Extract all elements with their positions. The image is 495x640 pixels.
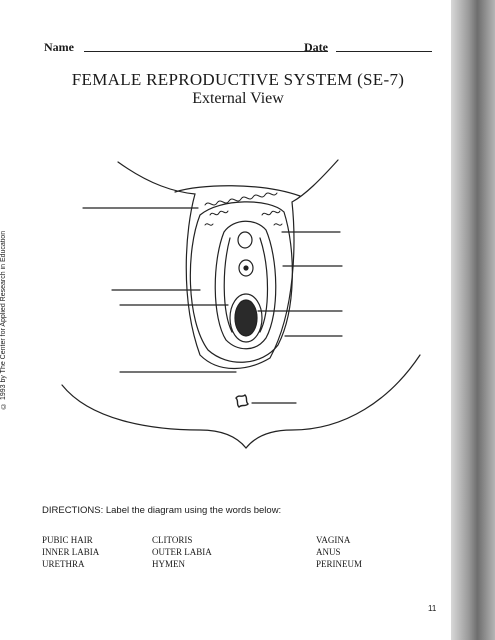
buttocks-right: [246, 355, 420, 448]
word-bank-column-3: [316, 534, 362, 570]
anus: [236, 395, 248, 407]
name-label: Name: [44, 40, 74, 54]
word-hymen: HYMEN: [152, 559, 185, 569]
page-title: FEMALE REPRODUCTIVE SYSTEM (SE-7): [71, 70, 405, 89]
date-label: Date: [304, 40, 328, 54]
page-number: 11: [428, 604, 437, 613]
page-subtitle: External View: [192, 90, 284, 107]
pubic-hair: [205, 193, 282, 225]
copyright-credit: © 1993 by The Center for Applied Research in Education: [0, 230, 7, 410]
word-anus: ANUS: [316, 547, 341, 557]
outer-labia-outline: [190, 202, 292, 362]
word-bank-column-1: [42, 534, 99, 570]
word-clitoris: CLITORIS: [152, 535, 193, 545]
word-pubic-hair: PUBIC HAIR: [42, 535, 93, 545]
word-vagina: VAGINA: [316, 535, 351, 545]
directions-text: DIRECTIONS: Label the diagram using the words below:: [42, 505, 282, 516]
clitoris: [238, 232, 252, 248]
word-inner-labia: INNER LABIA: [42, 547, 100, 557]
word-outer-labia: OUTER LABIA: [152, 547, 212, 557]
word-perineum: PERINEUM: [316, 559, 363, 569]
word-urethra: URETHRA: [42, 559, 85, 569]
thigh-outline-left: [118, 160, 338, 369]
buttocks-left: [62, 385, 246, 448]
word-bank-column-2: [152, 534, 212, 570]
